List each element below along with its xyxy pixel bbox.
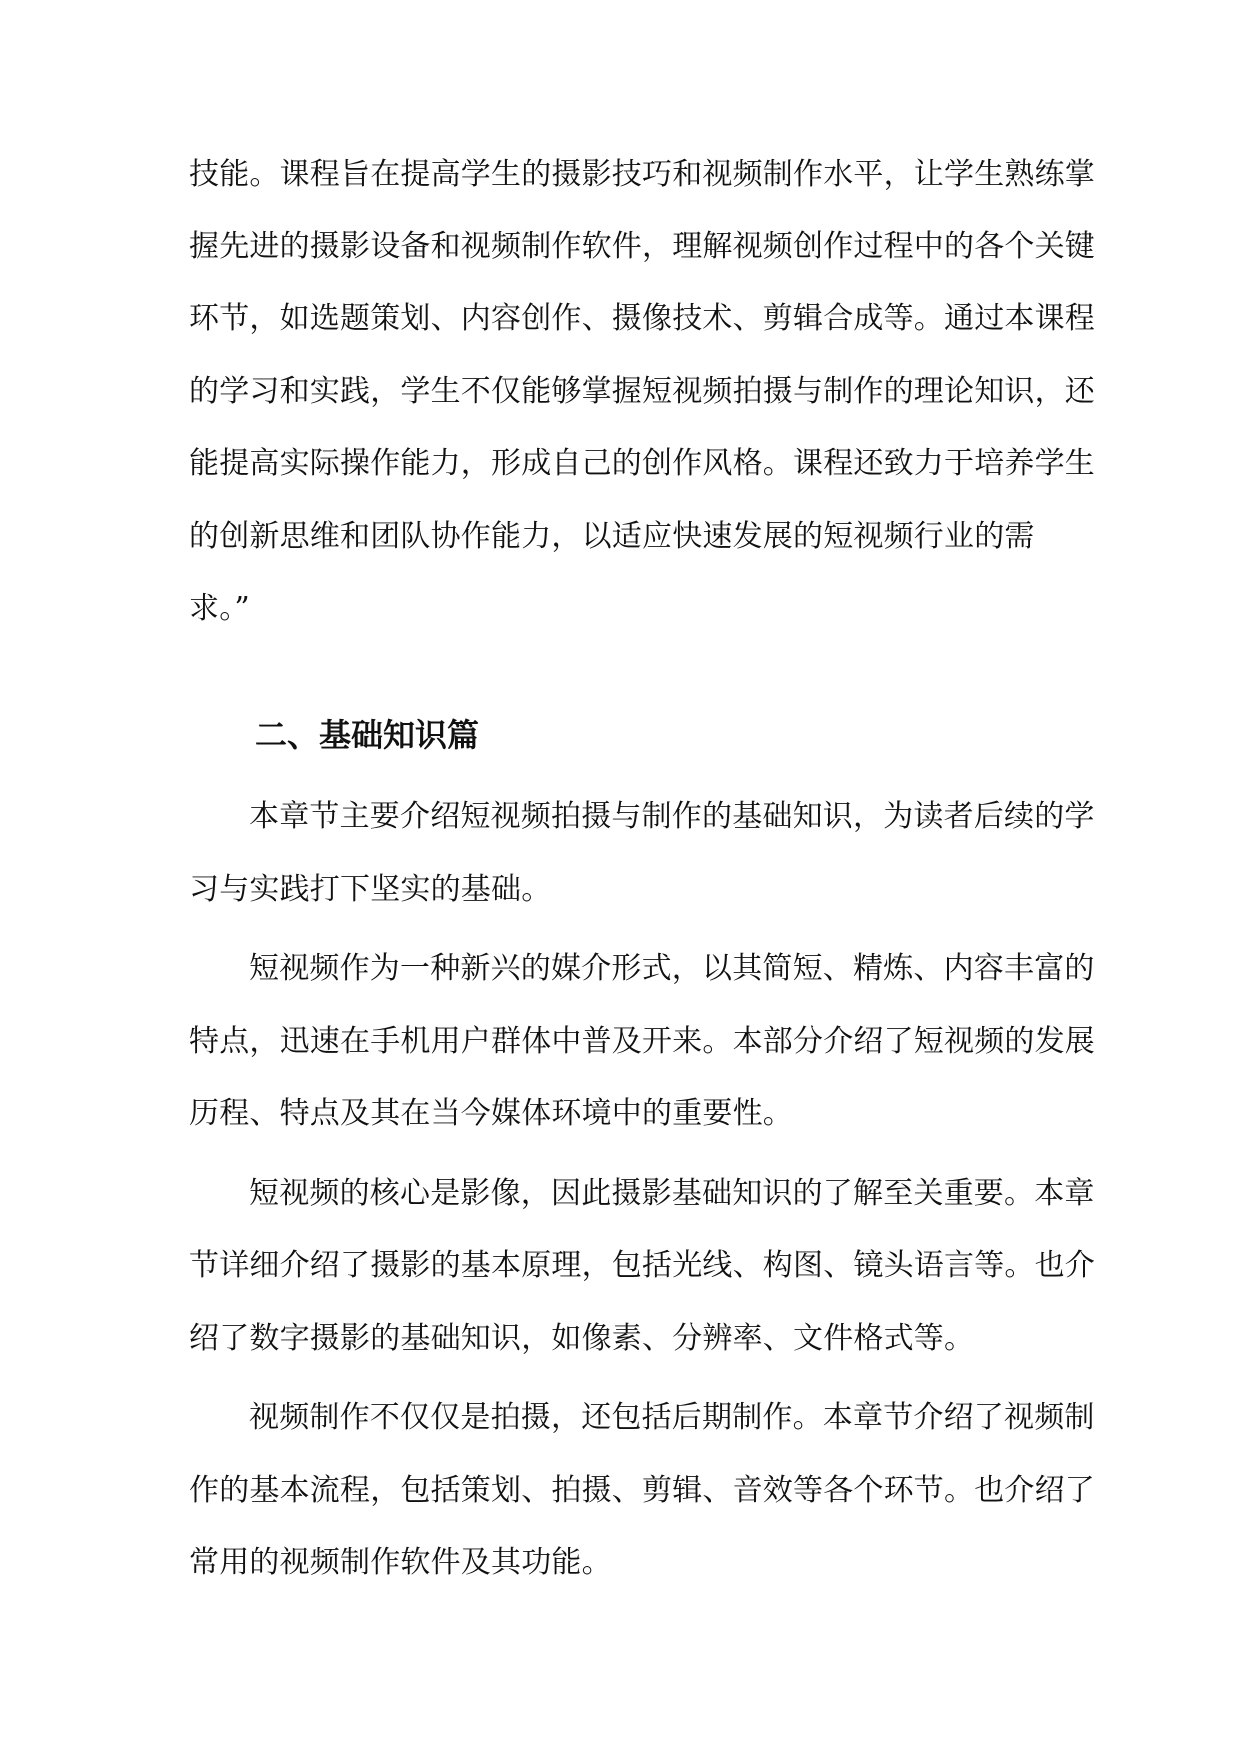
text-line: 常用的视频制作软件及其功能。 [189,1545,612,1580]
text-line: 节详细介绍了摄影的基本原理，包括光线、构图、镜头语言等。也介 [189,1248,1095,1283]
section-heading: 二、基础知识篇 [255,716,480,754]
text-line: 的学习和实践，学生不仅能够掌握短视频拍摄与制作的理论知识，还 [189,374,1095,409]
text-line: 短视频作为一种新兴的媒介形式，以其简短、精炼、内容丰富的 [249,951,1095,986]
text-line: 求。” [189,591,250,626]
text-line: 技能。课程旨在提高学生的摄影技巧和视频制作水平，让学生熟练掌 [189,157,1095,192]
text-line: 作的基本流程，包括策划、拍摄、剪辑、音效等各个环节。也介绍了 [189,1473,1095,1508]
text-line: 的创新思维和团队协作能力，以适应快速发展的短视频行业的需 [189,519,1035,554]
text-line: 短视频的核心是影像，因此摄影基础知识的了解至关重要。本章 [249,1176,1095,1211]
text-line: 特点，迅速在手机用户群体中普及开来。本部分介绍了短视频的发展 [189,1024,1095,1059]
text-line: 历程、特点及其在当今媒体环境中的重要性。 [189,1096,793,1131]
text-line: 能提高实际操作能力，形成自己的创作风格。课程还致力于培养学生 [189,446,1095,481]
text-line: 本章节主要介绍短视频拍摄与制作的基础知识，为读者后续的学 [249,799,1095,834]
text-line: 握先进的摄影设备和视频制作软件，理解视频创作过程中的各个关键 [189,229,1095,264]
text-line: 视频制作不仅仅是拍摄，还包括后期制作。本章节介绍了视频制 [249,1400,1095,1435]
text-line: 环节，如选题策划、内容创作、摄像技术、剪辑合成等。通过本课程 [189,301,1095,336]
text-line: 绍了数字摄影的基础知识，如像素、分辨率、文件格式等。 [189,1321,975,1356]
text-line: 习与实践打下坚实的基础。 [189,872,552,907]
